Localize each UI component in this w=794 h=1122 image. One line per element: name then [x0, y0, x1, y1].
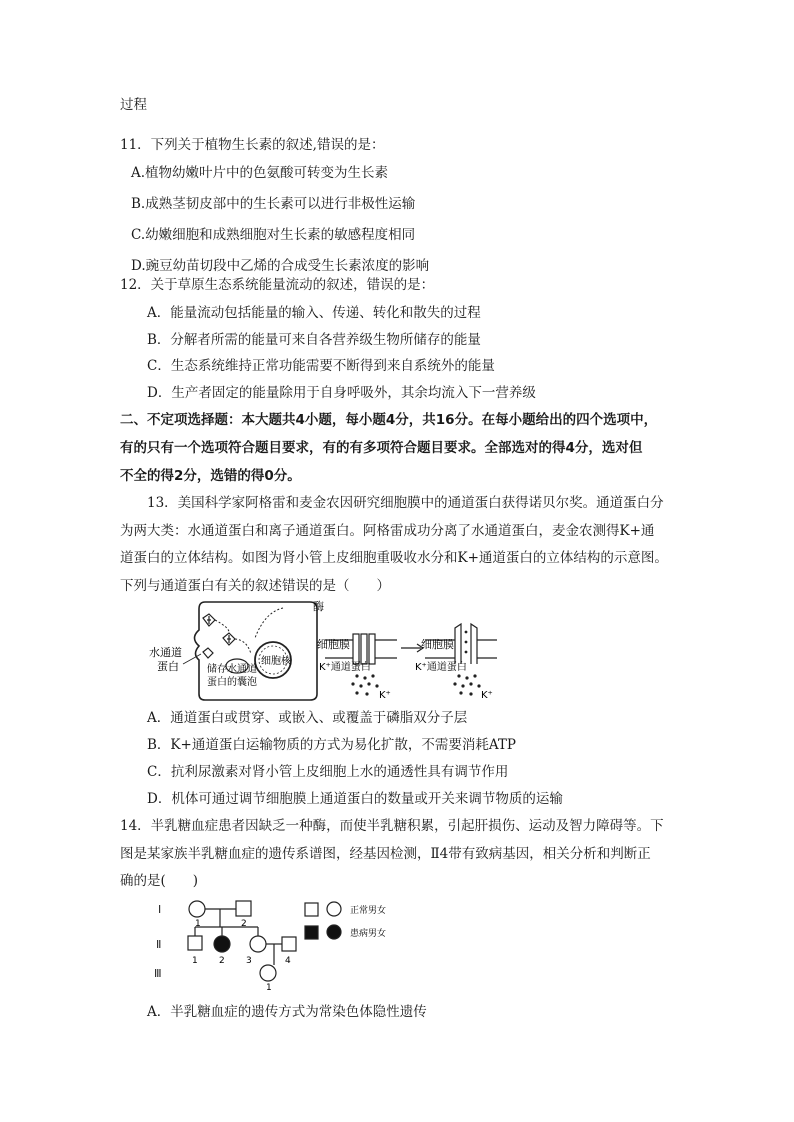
legend-normal-label: 正常男女	[350, 906, 387, 916]
q14-pedigree	[150, 893, 420, 993]
label-water-channel-2: 蛋白	[157, 660, 179, 673]
section2-line-1: 二、不定项选择题：本大题共4小题，每小题4分，共16分。在每小题给出的四个选项中，	[120, 412, 658, 428]
q11-option-b: B.成熟茎韧皮部中的生长素可以进行非极性运输	[131, 196, 416, 212]
q12-option-b: B．分解者所需的能量可来自各营养级生物所储存的能量	[147, 332, 481, 348]
q14-stem-1: 14．半乳糖血症患者因缺乏一种酶，而使半乳糖积累，引起肝损伤、运动及智力障碍等。下	[120, 818, 664, 834]
q13-option-c: C．抗利尿激素对肾小管上皮细胞上水的通透性具有调节作用	[147, 764, 509, 780]
q12-option-d: D．生产者固定的能量除用于自身呼吸外，其余均流入下一营养级	[147, 385, 536, 401]
q12-option-a: A．能量流动包括能量的输入、传递、转化和散失的过程	[147, 305, 481, 321]
legend-normal-female	[327, 902, 341, 916]
label-k-ion-2: K⁺	[481, 690, 493, 701]
i1-female-normal	[189, 901, 205, 917]
ii3-number: 3	[246, 956, 252, 966]
label-nucleus: 细胞核	[261, 656, 291, 667]
k-ions-1	[351, 674, 378, 695]
legend-affected-male	[305, 926, 318, 939]
iii1-number: 1	[266, 983, 272, 993]
q12-option-c: C．生态系统维持正常功能需要不断得到来自系统外的能量	[147, 358, 495, 374]
q13-stem-2: 为两大类：水通道蛋白和离子通道蛋白。阿格雷成功分离了水通道蛋白，麦金农测得K+通	[120, 523, 655, 539]
ii3-female-normal	[250, 936, 266, 952]
ii2-female-affected	[214, 936, 230, 952]
i2-male-normal	[236, 901, 251, 916]
label-vesicle-2: 蛋白的囊泡	[207, 677, 257, 688]
q14-stem-2: 图是某家族半乳糖血症的遗传系谱图，经基因检测，Ⅱ4带有致病基因，相关分析和判断正	[120, 846, 651, 862]
label-membrane-2: 细胞膜	[421, 638, 454, 651]
ii1-male-normal	[188, 936, 202, 950]
generation-i: Ⅰ	[158, 903, 162, 916]
q14-stem-3: 确的是( )	[120, 873, 199, 889]
label-k-channel-1: K⁺通道蛋白	[319, 662, 371, 673]
q13-stem-4: 下列与通道蛋白有关的叙述错误的是（ ）	[120, 578, 390, 594]
q14-option-a: A．半乳糖血症的遗传方式为常染色体隐性遗传	[147, 1004, 427, 1020]
q13-figure	[145, 598, 545, 708]
q13-stem-1: 13．美国科学家阿格雷和麦金农因研究细胞膜中的通道蛋白获得诺贝尔奖。通道蛋白分	[147, 495, 664, 511]
i2-number: 2	[241, 919, 247, 929]
generation-ii: Ⅱ	[156, 938, 162, 951]
water-channel-protein-low	[203, 648, 213, 658]
q13-option-a: A．通道蛋白或贯穿、或嵌入、或覆盖于磷脂双分子层	[147, 710, 468, 726]
legend-affected-label: 患病男女	[350, 929, 387, 939]
label-enzyme: 酶	[313, 600, 324, 613]
q11-option-c: C.幼嫩细胞和成熟细胞对生长素的敏感程度相同	[131, 227, 416, 243]
label-vesicle-1: 储存水通道	[207, 664, 257, 675]
legend-affected-female	[327, 925, 341, 939]
q11-option-d: D.豌豆幼苗切段中乙烯的合成受生长素浓度的影响	[131, 258, 430, 274]
water-channel-protein-mid	[223, 633, 235, 645]
q11-stem: 11．下列关于植物生长素的叙述,错误的是：	[120, 137, 385, 153]
label-k-ion-1: K⁺	[379, 690, 391, 701]
k-ions-2	[453, 674, 480, 695]
iii1-female-normal	[260, 965, 276, 981]
enzyme-arrow	[255, 608, 283, 638]
label-k-channel-2: K⁺通道蛋白	[415, 662, 467, 673]
legend-normal-male	[305, 903, 318, 916]
ii2-number: 2	[219, 956, 225, 966]
ii4-male-normal	[282, 937, 296, 951]
q13-option-b: B．K+通道蛋白运输物质的方式为易化扩散，不需要消耗ATP	[147, 737, 516, 753]
generation-iii: Ⅲ	[154, 967, 162, 980]
section2-line-2: 有的只有一个选项符合题目要求，有的有多项符合题目要求。全部选对的得4分，选对但	[120, 440, 643, 456]
ii1-number: 1	[192, 956, 198, 966]
q11-option-a: A.植物幼嫩叶片中的色氨酸可转变为生长素	[131, 165, 389, 181]
top-fragment: 过程	[120, 97, 147, 113]
q13-stem-3: 道蛋白的立体结构。如图为肾小管上皮细胞重吸收水分和K+通道蛋白的立体结构的示意图。	[120, 550, 668, 566]
i1-number: 1	[195, 919, 201, 929]
q12-stem: 12．关于草原生态系统能量流动的叙述，错误的是：	[120, 277, 435, 293]
ii4-number: 4	[285, 956, 291, 966]
q13-option-d: D．机体可通过调节细胞膜上通道蛋白的数量或开关来调节物质的运输	[147, 791, 563, 807]
water-channel-protein-top	[203, 614, 215, 626]
label-membrane-1: 细胞膜	[317, 638, 350, 651]
label-water-channel-1: 水通道	[149, 646, 182, 659]
section2-line-3: 不全的得2分，选错的得0分。	[120, 468, 301, 484]
